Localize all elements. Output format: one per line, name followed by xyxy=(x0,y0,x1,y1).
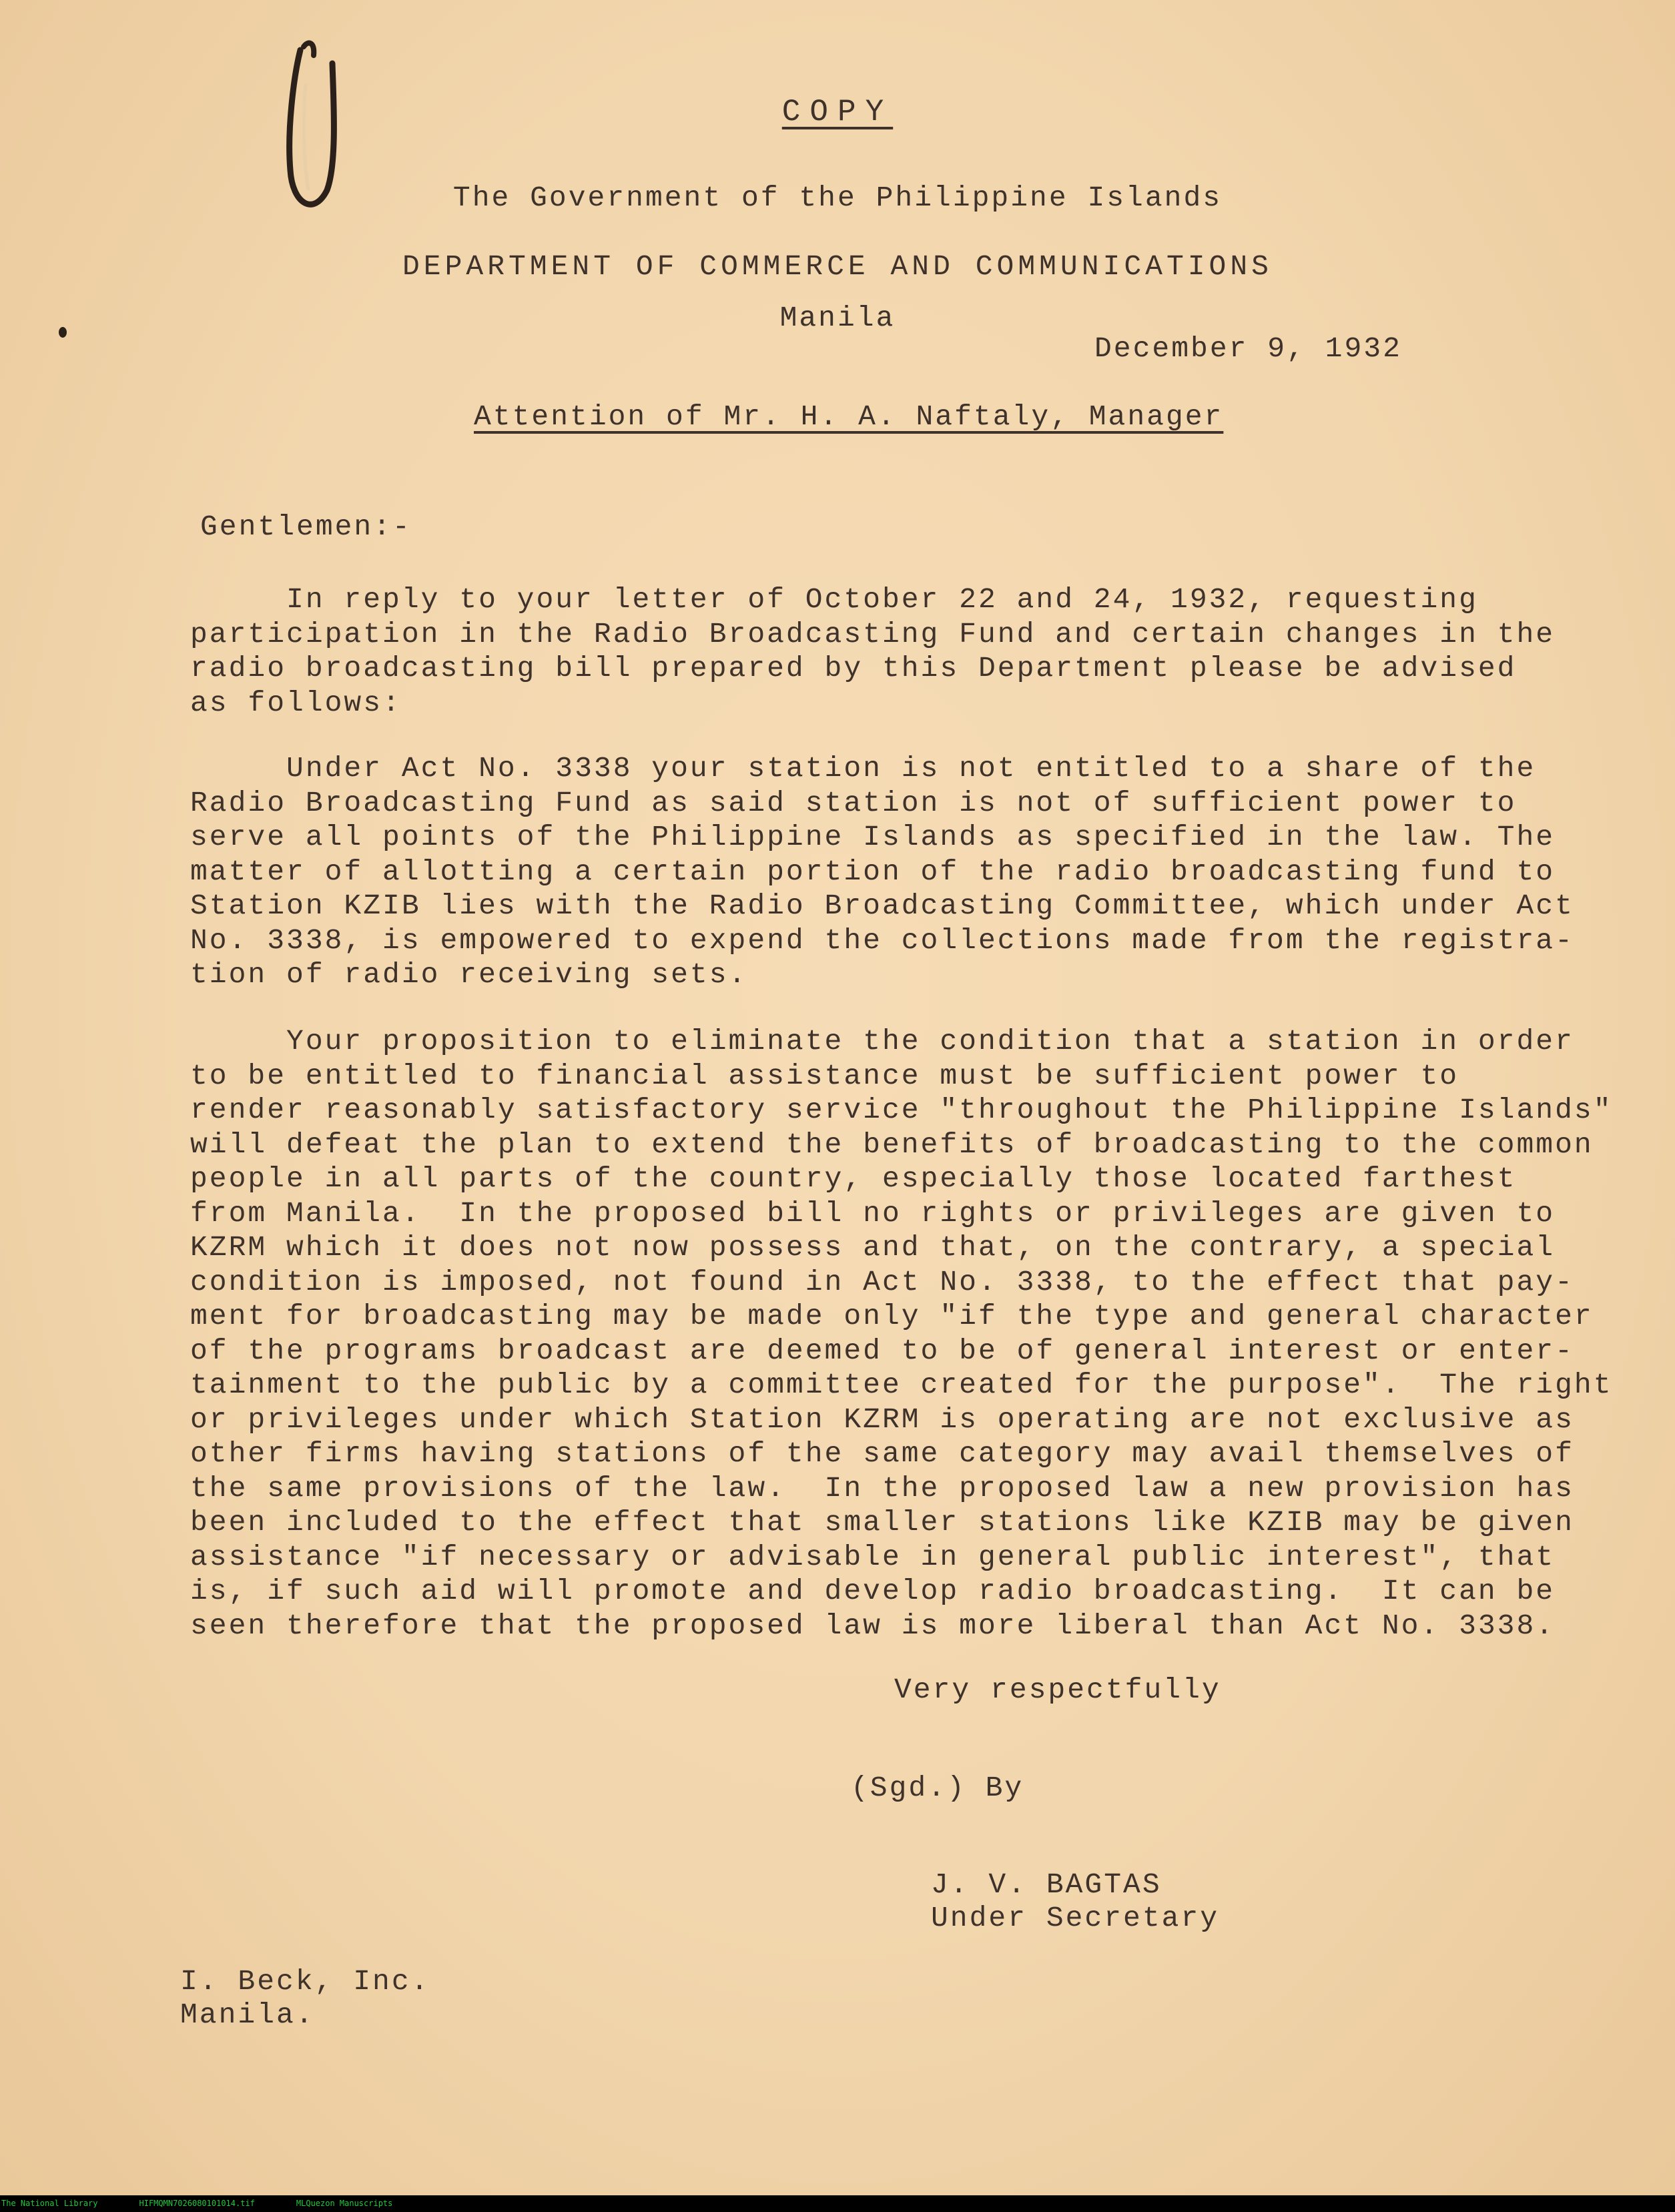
city-heading: Manila xyxy=(779,302,896,334)
paragraph-2: Under Act No. 3338 your station is not entitled to a share of the Radio Broadcasting Fund as said station is not of sufficient power to serve all points of the Philippine Islands as specified in the law. The matter of allotting a certain portion of the radio broadcasting fund to Station KZIB lies with the Radio Broadcasting Committee, which under Act No. 3338, is empowered to expend the collections made from the registra- tion of radio receiving sets. xyxy=(190,752,1574,991)
footer-collection: MLQuezon Manuscripts xyxy=(296,2199,393,2208)
paragraph-3: Your proposition to eliminate the condition that a station in order to be entitled to financial assistance must be sufficient power to render reasonably satisfactory service "throughout the Philippine Islands" will defeat the plan to extend the benefits of broadcasting to the common people in all parts of the country, especially those located farthest from Manila. In the proposed bill no rights or privileges are given to KZRM which it does not now possess and that, on the contrary, a special condition is imposed, not found in Act No. 3338, to the effect that pay- ment for broadcasting may be made only "if the type and general character of the programs broadcast are deemed to be of general interest or enter- tainment to the public by a committee created for the purpose". The right or privileges under which Station KZRM is operating are not exclusive as other firms having stations of the same category may avail themselves of the same provisions of the law. In the proposed law a new provision has been included to the effect that smaller stations like KZIB may be given assistance "if necessary or advisable in general public interest", that is, if such aid will promote and develop radio broadcasting. It can be seen therefore that the proposed law is more liberal than Act No. 3338. xyxy=(190,1025,1613,1642)
paragraph-1: In reply to your letter of October 22 and 24, 1932, requesting participation in the Radio Broadcasting Fund and certain changes in the radio broadcasting bill prepared by this Department please be advised as follows: xyxy=(190,583,1556,719)
complimentary-close: Very respectfully xyxy=(894,1674,1221,1706)
footer-file-id: HIFMQMN7026080101014.tif xyxy=(139,2199,255,2208)
archive-footer xyxy=(0,2195,1675,2212)
signer-name: J. V. BAGTAS xyxy=(931,1868,1162,1901)
department-heading: DEPARTMENT OF COMMERCE AND COMMUNICATIONS xyxy=(402,250,1273,283)
signed-by: (Sgd.) By xyxy=(851,1772,1024,1804)
recipient-name: I. Beck, Inc. xyxy=(180,1965,430,1998)
footer-library: The National Library xyxy=(1,2199,98,2208)
government-heading: The Government of the Philippine Islands xyxy=(452,181,1223,214)
copy-mark: COPY xyxy=(781,95,894,129)
recipient-city: Manila. xyxy=(180,1998,315,2031)
salutation: Gentlemen:- xyxy=(200,510,412,543)
letter-date: December 9, 1932 xyxy=(1094,332,1402,365)
attention-line: Attention of Mr. H. A. Naftaly, Manager xyxy=(474,400,1224,433)
signer-title: Under Secretary xyxy=(931,1902,1220,1934)
